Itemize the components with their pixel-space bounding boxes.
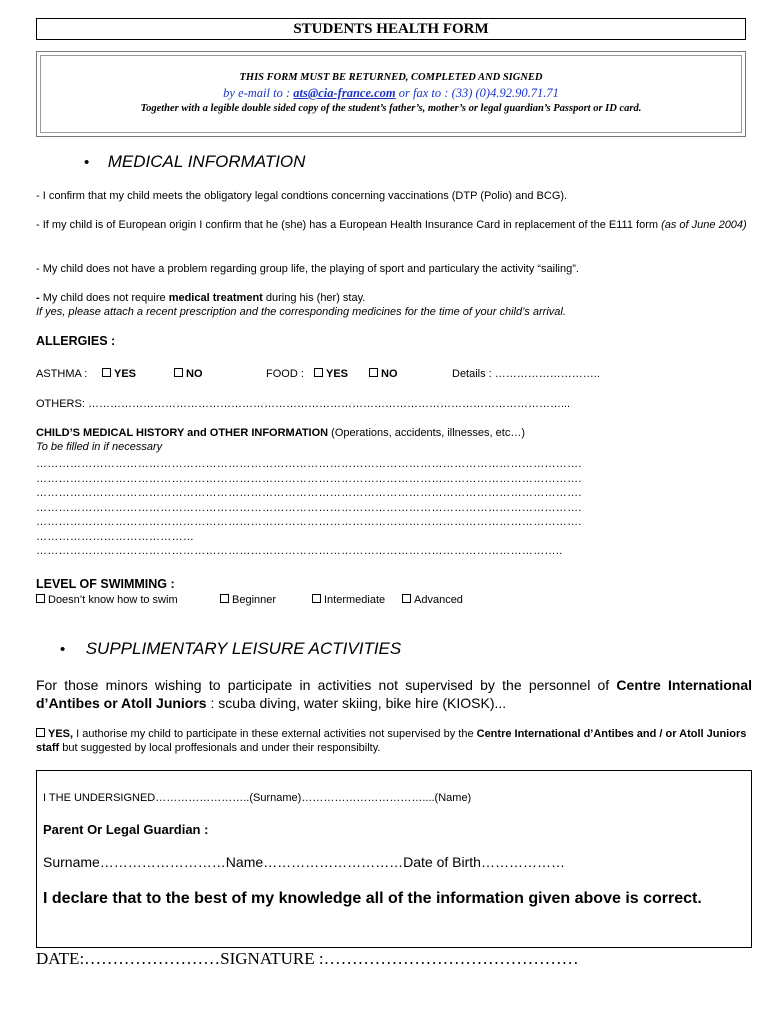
swim-option-intermediate[interactable] bbox=[312, 593, 385, 607]
history-line[interactable]: ………………………………………………………………………………………………………………………………. bbox=[36, 458, 582, 470]
insurance-date: (as of June 2004) bbox=[661, 219, 747, 231]
email-link[interactable]: ats@cia-france.com bbox=[293, 86, 396, 100]
asthma-label: ASTHMA : bbox=[36, 368, 88, 380]
medical-history-heading bbox=[36, 426, 752, 440]
medical-treatment-statement bbox=[36, 291, 752, 319]
asthma-yes-label: YES bbox=[114, 368, 137, 380]
food-label: FOOD : bbox=[266, 368, 304, 380]
treatment-text-b: during his (her) stay. bbox=[262, 292, 366, 304]
treatment-text-a: My child does not require bbox=[39, 292, 169, 304]
authorise-text-a: I authorise my child to participate in these external activities not supervised by the bbox=[73, 728, 477, 740]
checkbox-icon[interactable] bbox=[102, 368, 111, 377]
bullet-icon: • bbox=[84, 154, 90, 171]
allergies-heading: ALLERGIES : bbox=[36, 334, 116, 348]
instructions-inner-border bbox=[40, 55, 742, 133]
leisure-authorisation bbox=[36, 727, 752, 755]
asthma-no-label: NO bbox=[186, 368, 203, 380]
guardian-heading: Parent Or Legal Guardian : bbox=[43, 822, 209, 837]
date-signature-field[interactable]: DATE:……………………SIGNATURE :……………………………………… bbox=[36, 949, 579, 968]
checkbox-icon[interactable] bbox=[312, 594, 321, 603]
history-line[interactable]: ………………………………………………………………………………………………………………………………. bbox=[36, 516, 582, 528]
history-line[interactable]: ………………………………………………………………………………………………………………………………. bbox=[36, 501, 582, 514]
history-line[interactable]: ………………………………………………………………………………………………………………………….. bbox=[36, 545, 563, 557]
food-no-option[interactable] bbox=[369, 367, 398, 381]
swim-option-label: Advanced bbox=[414, 594, 463, 606]
checkbox-icon[interactable] bbox=[369, 368, 378, 377]
authorise-yes-label: YES, bbox=[48, 728, 74, 740]
history-note: To be filled in if necessary bbox=[36, 441, 163, 453]
authorise-text-b: but suggested by local proffesionals and under their responsibilty. bbox=[59, 742, 381, 754]
history-line[interactable]: ………………………………………………………………………………………………………………………………. bbox=[36, 487, 582, 499]
swim-option-label: Doesn’t know how to swim bbox=[48, 594, 178, 606]
history-lines[interactable] bbox=[36, 457, 752, 559]
food-yes-label: YES bbox=[326, 368, 349, 380]
fax-text: or fax to : (33) (0)4.92.90.71.71 bbox=[395, 86, 559, 100]
treatment-bold: medical treatment bbox=[168, 292, 263, 304]
checkbox-icon[interactable] bbox=[402, 594, 411, 603]
history-heading-bold: CHILD’S MEDICAL HISTORY and OTHER INFORMATION bbox=[36, 427, 329, 439]
undersigned-field[interactable]: I THE UNDERSIGNED……………………..(Surname)……………………………....(Name) bbox=[43, 792, 472, 804]
history-heading-examples: (Operations, accidents, illnesses, etc…) bbox=[328, 427, 525, 439]
declaration-statement: I declare that to the best of my knowledge all of the information given above is correct. bbox=[43, 890, 702, 907]
checkbox-icon[interactable] bbox=[174, 368, 183, 377]
food-no-label: NO bbox=[381, 368, 398, 380]
email-prefix: by e-mail to : bbox=[223, 86, 294, 100]
return-instruction: THIS FORM MUST BE RETURNED, COMPLETED AND SIGNED bbox=[239, 72, 543, 83]
prescription-note: If yes, please attach a recent prescription and the corresponding medicines for the time of your child’s arrival. bbox=[36, 306, 566, 318]
swim-option-beginner[interactable] bbox=[220, 593, 276, 607]
food-yes-option[interactable] bbox=[314, 367, 348, 381]
checkbox-icon[interactable] bbox=[220, 594, 229, 603]
leisure-intro-a: For those minors wishing to participate in activities not supervised by the personnel of bbox=[36, 677, 617, 693]
leisure-intro-b: : scuba diving, water skiing, bike hire (KIOSK)... bbox=[206, 695, 507, 711]
insurance-text: - If my child is of European origin I confirm that he (she) has a European Health Insurance Card in replacement of the E111 form bbox=[36, 219, 659, 231]
instructions-box bbox=[36, 51, 746, 137]
leisure-section-heading bbox=[60, 639, 401, 659]
allergy-details-field[interactable]: Details : ……………………….. bbox=[452, 368, 600, 380]
contact-line bbox=[41, 86, 741, 101]
leisure-intro bbox=[36, 676, 752, 712]
bullet-icon: • bbox=[60, 641, 66, 658]
asthma-yes-option[interactable] bbox=[102, 367, 136, 381]
group-life-statement: - My child does not have a problem regarding group life, the playing of sport and particulary the activity “sailing”. bbox=[36, 263, 579, 275]
swim-option-label: Beginner bbox=[232, 594, 277, 606]
checkbox-icon[interactable] bbox=[36, 594, 45, 603]
swimming-heading: LEVEL OF SWIMMING : bbox=[36, 577, 175, 591]
page-title: STUDENTS HEALTH FORM bbox=[36, 18, 746, 40]
history-line[interactable]: ………………………………………………………………………………………………………………………………. bbox=[36, 472, 582, 485]
checkbox-icon[interactable] bbox=[314, 368, 323, 377]
checkbox-icon[interactable] bbox=[36, 728, 45, 737]
swim-option-advanced[interactable] bbox=[402, 593, 463, 607]
other-allergies-field[interactable]: OTHERS: …………………………………………………………………………………………………………………... bbox=[36, 398, 571, 410]
authorise-text-bold: Centre International d’Antibes and / or Atoll Juniors staff bbox=[36, 728, 747, 754]
leisure-heading-text: SUPPLIMENTARY LEISURE ACTIVITIES bbox=[85, 639, 402, 658]
insurance-statement bbox=[36, 218, 752, 232]
vaccination-statement: - I confirm that my child meets the obligatory legal condtions concerning vaccinations (DTP (Polio) and BCG). bbox=[36, 190, 568, 202]
swim-option-cannot-swim[interactable] bbox=[36, 593, 178, 607]
medical-heading-text: MEDICAL INFORMATION bbox=[107, 152, 306, 171]
swim-option-label: Intermediate bbox=[324, 594, 386, 606]
medical-section-heading bbox=[84, 152, 305, 172]
history-line[interactable]: …………………………………… bbox=[36, 530, 195, 543]
leisure-intro-bold: Centre International d’Antibes or Atoll Juniors bbox=[36, 677, 752, 711]
asthma-no-option[interactable] bbox=[174, 367, 203, 381]
declaration-box bbox=[36, 770, 752, 948]
passport-instruction: Together with a legible double sided copy of the student’s father’s, mother’s or legal guardian’s Passport or ID card. bbox=[140, 103, 642, 114]
dash: - bbox=[36, 292, 40, 304]
guardian-details-field[interactable]: Surname………………………Name…………………………Date of Birth……………… bbox=[43, 854, 565, 870]
